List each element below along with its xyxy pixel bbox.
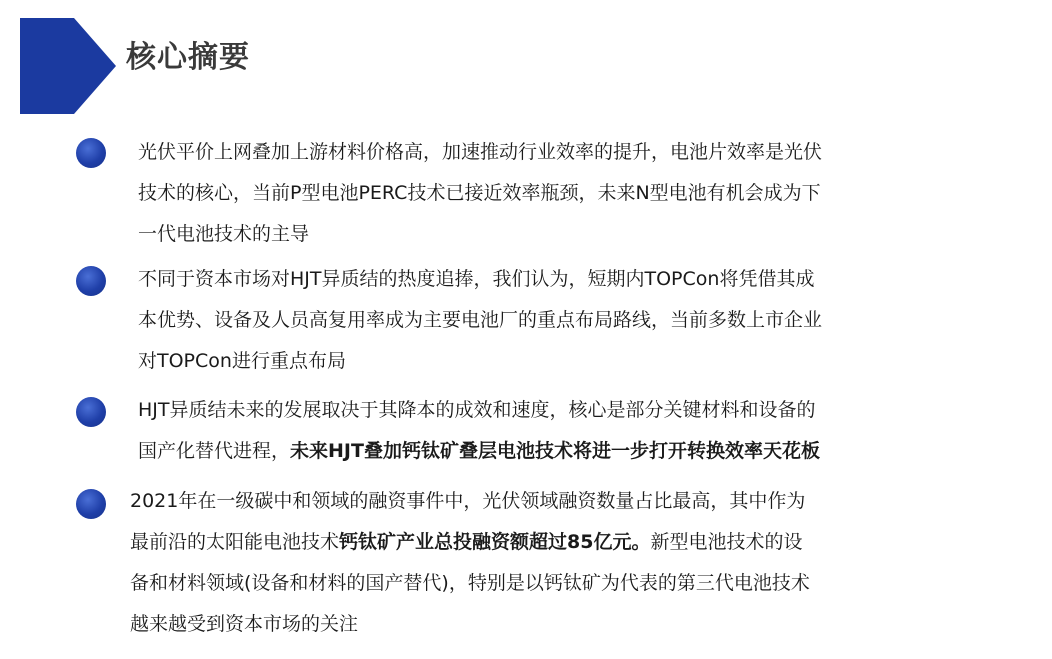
bullet-text (138, 132, 822, 255)
bullet-text (138, 259, 822, 382)
bullet-line: 越来越受到资本市场的关注 (130, 613, 359, 635)
bullet-line: 备和材料领域(设备和材料的国产替代)，特别是以钙钛矿为代表的第三代电池技术 (130, 572, 810, 594)
bullet-line: 2021年在一级碳中和领域的融资事件中，光伏领域融资数量占比最高，其中作为 (130, 490, 806, 512)
page-title: 核心摘要 (126, 40, 250, 75)
bullet-line (138, 431, 820, 472)
bullet-text (130, 481, 810, 645)
bullet-dot-icon (76, 138, 106, 168)
bullet-line: 光伏平价上网叠加上游材料价格高，加速推动行业效率的提升，电池片效率是光伏 (138, 141, 823, 163)
bullet-text-bold: 钙钛矿产业总投融资额超过85亿元。 (339, 531, 651, 553)
bullet-text-bold: 未来HJT叠加钙钛矿叠层电池技术将进一步打开转换效率天花板 (290, 440, 820, 462)
bullet-line: 本优势、设备及人员高复用率成为主要电池厂的重点布局路线，当前多数上市企业 (138, 309, 823, 331)
bullet-text-normal: 新型电池技术的设 (650, 531, 803, 553)
header-arrow-icon (20, 18, 116, 114)
bullet-line: 一代电池技术的主导 (138, 223, 310, 245)
bullet-line: HJT异质结未来的发展取决于其降本的成效和速度，核心是部分关键材料和设备的 (138, 399, 816, 421)
bullet-text-normal: 国产化替代进程， (138, 440, 291, 462)
bullet-line: 不同于资本市场对HJT异质结的热度追捧，我们认为，短期内TOPCon将凭借其成 (138, 268, 815, 290)
bullet-text-normal: 最前沿的太阳能电池技术 (130, 531, 340, 553)
bullet-text (138, 390, 820, 472)
bullet-line: 技术的核心，当前P型电池PERC技术已接近效率瓶颈，未来N型电池有机会成为下 (138, 182, 821, 204)
bullet-dot-icon (76, 266, 106, 296)
bullet-line (130, 522, 810, 563)
bullet-line: 对TOPCon进行重点布局 (138, 350, 346, 372)
bullet-dot-icon (76, 397, 106, 427)
bullet-dot-icon (76, 489, 106, 519)
